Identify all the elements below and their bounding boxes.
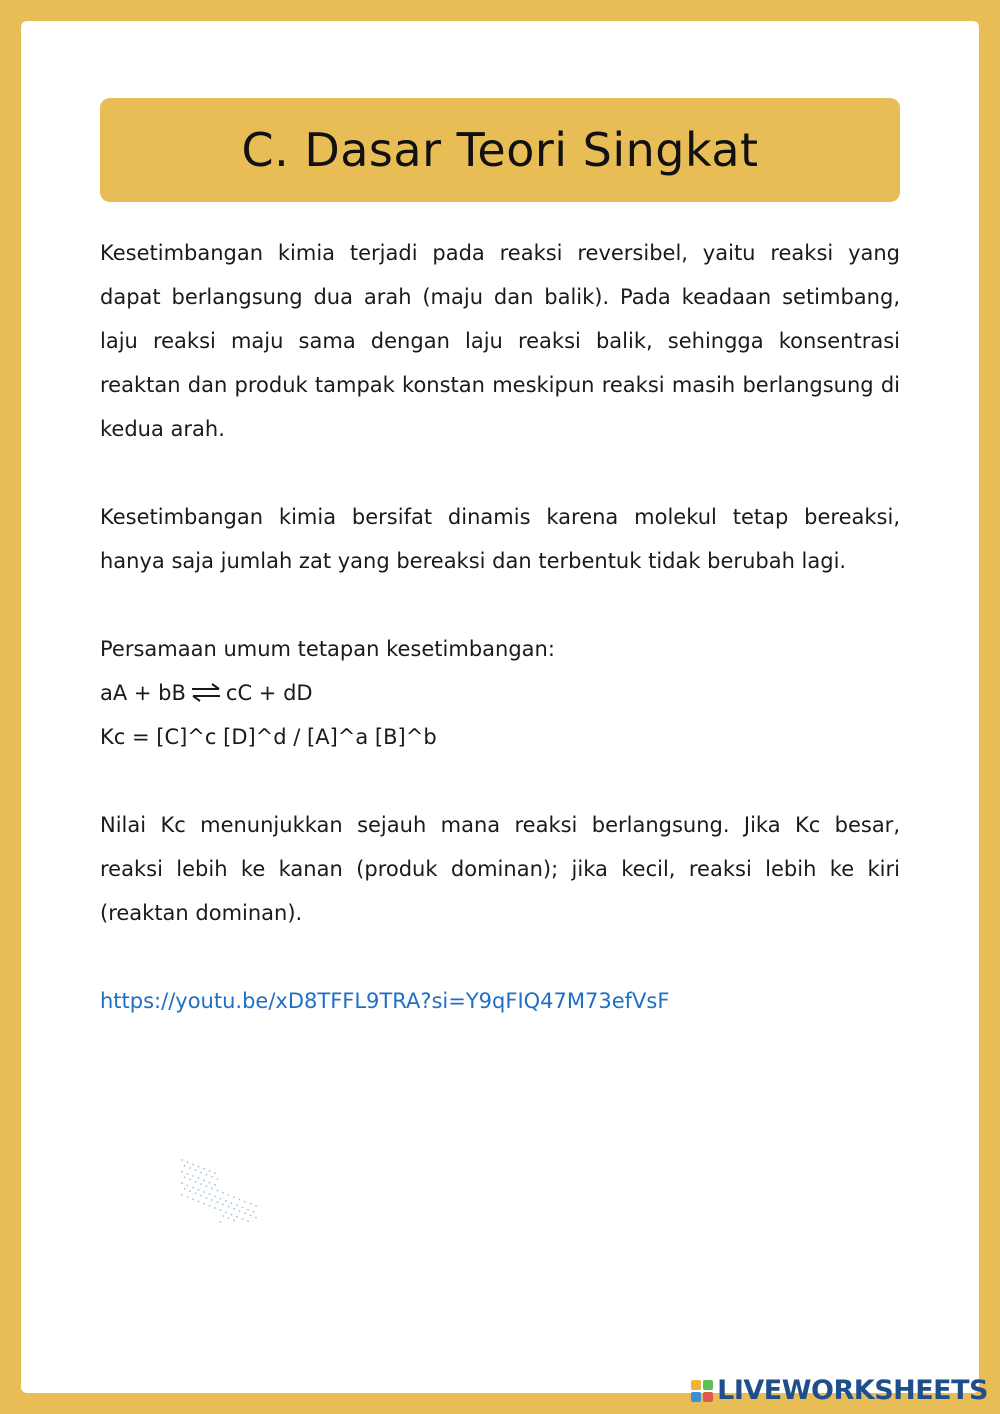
decoration-dot (228, 1206, 230, 1208)
decoration-dot (242, 1207, 244, 1209)
dot-pattern-decoration (180, 1158, 260, 1224)
decoration-dot (192, 1198, 194, 1200)
reaction-equation (100, 671, 900, 715)
paragraph-equilibrium-intro: Kesetimbangan kimia terjadi pada reaksi reversibel, yaitu reaksi yang dapat berlangsung dua arah (maju dan balik). Pada keadaan setimbang, laju reaksi maju sama dengan laju reaksi balik, sehingga konsentrasi reaktan dan produk tampak konstan meskipun reaksi masih berlangsung di kedua arah. (100, 241, 900, 441)
decoration-dot (214, 1196, 216, 1198)
kc-expression: Kc = [C]^c [D]^d / [A]^a [B]^b (100, 725, 437, 749)
decoration-dot (203, 1203, 205, 1205)
decoration-dot (192, 1164, 194, 1166)
liveworksheets-logo[interactable] (691, 1375, 988, 1406)
decoration-dot (244, 1212, 246, 1214)
decoration-dot (192, 1187, 194, 1189)
decoration-dot (231, 1214, 233, 1216)
logo-tile-3 (691, 1392, 701, 1402)
decoration-dot (200, 1195, 202, 1197)
page-title: C. Dasar Teori Singkat (241, 123, 759, 177)
decoration-dot (228, 1194, 230, 1196)
decoration-dot (198, 1177, 200, 1179)
decoration-dot (217, 1190, 219, 1192)
decoration-dot (222, 1192, 224, 1194)
decoration-dot (255, 1205, 257, 1207)
decoration-dot (198, 1189, 200, 1191)
decoration-dot (184, 1188, 186, 1190)
decoration-dot (211, 1199, 213, 1201)
logo-tile-1 (691, 1380, 701, 1390)
decoration-dot (228, 1217, 230, 1219)
decoration-dot (187, 1161, 189, 1163)
decoration-dot (203, 1180, 205, 1182)
decoration-dot (195, 1169, 197, 1171)
decoration-dot (181, 1171, 183, 1173)
decoration-dot (198, 1166, 200, 1168)
decoration-dot (187, 1185, 189, 1187)
decoration-dot (244, 1201, 246, 1203)
decoration-dot (247, 1220, 249, 1222)
reaction-right: cC + dD (225, 681, 313, 705)
decoration-dot (247, 1209, 249, 1211)
decoration-dot (209, 1182, 211, 1184)
decoration-dot (209, 1193, 211, 1195)
equilibrium-arrows-icon (190, 682, 222, 702)
decoration-dot (181, 1194, 183, 1196)
decoration-dot (214, 1172, 216, 1174)
decoration-dot (255, 1217, 257, 1219)
decoration-dot (220, 1221, 222, 1223)
decoration-dot (187, 1196, 189, 1198)
paragraph-kc-meaning: Nilai Kc menunjukkan sejauh mana reaksi berlangsung. Jika Kc besar, reaksi lebih ke kanan (produk dominan); jika kecil, reaksi lebih ke kiri (reaktan dominan). (100, 813, 900, 925)
youtube-video-link[interactable]: https://youtu.be/xD8TFFL9TRA?si=Y9qFIQ47M73efVsF (100, 989, 670, 1013)
decoration-dot (203, 1168, 205, 1170)
decoration-dot (189, 1190, 191, 1192)
decoration-dot (253, 1211, 255, 1213)
decoration-dot (233, 1220, 235, 1222)
decoration-dot (195, 1193, 197, 1195)
decoration-dot (184, 1165, 186, 1167)
decoration-dot (181, 1159, 183, 1161)
title-banner (100, 98, 900, 202)
decoration-dot (217, 1178, 219, 1180)
decoration-dot (206, 1185, 208, 1187)
decoration-dot (225, 1200, 227, 1202)
decoration-dot (209, 1205, 211, 1207)
decoration-dot (214, 1207, 216, 1209)
decoration-dot (206, 1174, 208, 1176)
decoration-dot (222, 1204, 224, 1206)
video-link-row (100, 979, 900, 1023)
decoration-dot (220, 1198, 222, 1200)
decoration-dot (200, 1183, 202, 1185)
decoration-dot (242, 1218, 244, 1220)
decoration-dot (250, 1215, 252, 1217)
paragraph-dynamic-equilibrium: Kesetimbangan kimia bersifat dinamis karena molekul tetap bereaksi, hanya saja jumlah zat yang bereaksi dan terbentuk tidak berubah lagi. (100, 505, 900, 573)
logo-grid-icon (691, 1380, 713, 1402)
decoration-dot (181, 1182, 183, 1184)
decoration-dot (206, 1197, 208, 1199)
decoration-dot (225, 1212, 227, 1214)
decoration-dot (203, 1191, 205, 1193)
decoration-dot (222, 1215, 224, 1217)
decoration-dot (195, 1181, 197, 1183)
decoration-dot (231, 1202, 233, 1204)
decoration-dot (236, 1216, 238, 1218)
decoration-dot (233, 1196, 235, 1198)
decoration-dot (239, 1210, 241, 1212)
decoration-dot (189, 1179, 191, 1181)
formula-block (100, 627, 900, 759)
decoration-dot (250, 1203, 252, 1205)
decoration-dot (211, 1176, 213, 1178)
content-body (100, 231, 900, 1023)
decoration-dot (184, 1177, 186, 1179)
decoration-dot (217, 1201, 219, 1203)
decoration-dot (214, 1184, 216, 1186)
decoration-dot (187, 1173, 189, 1175)
decoration-dot (233, 1208, 235, 1210)
decoration-dot (209, 1170, 211, 1172)
decoration-dot (211, 1188, 213, 1190)
reaction-left: aA + bB (100, 681, 186, 705)
logo-tile-2 (703, 1380, 713, 1390)
logo-brand-text: LIVEWORKSHEETS (717, 1375, 988, 1406)
decoration-dot (236, 1204, 238, 1206)
decoration-dot (220, 1209, 222, 1211)
logo-tile-4 (703, 1392, 713, 1402)
formula-heading: Persamaan umum tetapan kesetimbangan: (100, 637, 555, 661)
decoration-dot (192, 1175, 194, 1177)
decoration-dot (200, 1172, 202, 1174)
decoration-dot (189, 1167, 191, 1169)
decoration-dot (239, 1199, 241, 1201)
decoration-dot (198, 1201, 200, 1203)
